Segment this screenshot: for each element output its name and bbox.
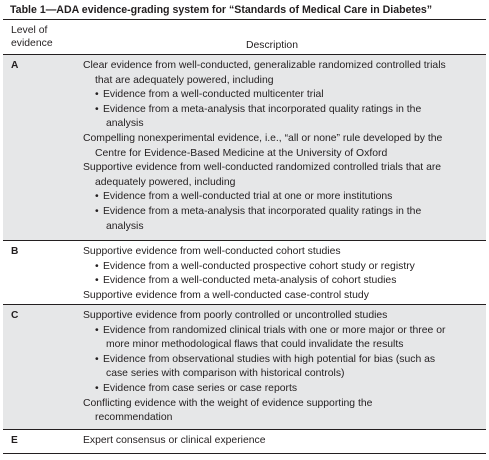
table-header-row <box>3 20 486 55</box>
grade-a-bullet-1-text: Evidence from a well-conducted multicenter trial <box>103 89 324 101</box>
grade-b-bullet-1-text: Evidence from a well-conducted prospective cohort study or registry <box>103 260 415 272</box>
grade-a-description <box>83 59 481 234</box>
grade-a-line-8: Supportive evidence from well-conducted randomized controlled trials that are <box>83 162 442 174</box>
grade-a-line-9: adequately powered, including <box>95 176 236 188</box>
grade-c-row <box>3 305 486 430</box>
grade-a-line-2: that are adequately powered, including <box>95 74 274 86</box>
grade-c-bullet-1 <box>83 324 481 339</box>
grade-e-level: E <box>11 435 18 446</box>
grade-a-row <box>3 55 486 241</box>
level-header-line-1: Level of <box>11 25 48 36</box>
grade-b-level: B <box>11 246 19 257</box>
grade-e-line-1: Expert consensus or clinical experience <box>83 435 266 446</box>
grade-a-level: A <box>11 60 19 71</box>
grade-c-line-8: recommendation <box>95 412 173 424</box>
description-column-header: Description <box>246 40 298 51</box>
table-title: Table 1—ADA evidence-grading system for “Standards of Medical Care in Diabetes” <box>3 0 486 20</box>
grade-a-bullet-4 <box>83 205 481 220</box>
grade-a-line-6: Compelling nonexperimental evidence, i.e., “all or none” rule developed by the <box>83 132 443 144</box>
grade-e-row <box>3 430 486 454</box>
grade-a-bullet-4-cont: analysis <box>106 220 144 232</box>
grade-c-level: C <box>11 310 19 321</box>
grade-c-bullet-3 <box>83 382 481 397</box>
grade-a-line-1: Clear evidence from well-conducted, generalizable randomized controlled trials <box>83 60 446 71</box>
grade-b-bullet-2 <box>83 274 481 289</box>
grade-a-line-7: Centre for Evidence-Based Medicine at the University of Oxford <box>95 147 388 159</box>
grade-b-row <box>3 241 486 305</box>
grade-c-description <box>83 309 481 426</box>
grade-a-bullet-3-text: Evidence from a well-conducted trial at one or more institutions <box>103 191 393 203</box>
grade-c-bullet-1-text: Evidence from randomized clinical trials with one or more major or three or <box>103 324 446 336</box>
grade-b-bullet-2-text: Evidence from a well-conducted meta-analysis of cohort studies <box>103 275 397 287</box>
grade-c-line-7: Conflicting evidence with the weight of evidence supporting the <box>83 397 373 409</box>
grade-b-bullet-1 <box>83 260 481 275</box>
grade-a-bullet-2 <box>83 103 481 118</box>
grade-a-bullet-2-cont: analysis <box>106 118 144 130</box>
grade-b-line-4: Supportive evidence from a well-conducted case-control study <box>83 289 369 301</box>
level-column-header <box>11 24 53 50</box>
level-header-line-2: evidence <box>11 38 53 49</box>
grade-c-bullet-3-text: Evidence from case series or case reports <box>103 382 298 394</box>
grade-a-bullet-4-text: Evidence from a meta-analysis that incorporated quality ratings in the <box>103 205 422 217</box>
grade-a-bullet-2-text: Evidence from a meta-analysis that incorporated quality ratings in the <box>103 103 422 115</box>
grade-c-bullet-1-cont: more minor methodological flaws that could invalidate the results <box>106 339 404 351</box>
grade-c-bullet-2-cont: case series with comparison with historical controls) <box>106 368 345 380</box>
grade-a-bullet-1 <box>83 88 481 103</box>
grade-c-bullet-2 <box>83 353 481 368</box>
grade-e-description <box>83 434 481 449</box>
grade-c-bullet-2-text: Evidence from observational studies with high potential for bias (such as <box>103 353 436 365</box>
grade-b-line-1: Supportive evidence from well-conducted cohort studies <box>83 246 341 257</box>
grade-b-description <box>83 245 481 303</box>
grade-a-bullet-3 <box>83 190 481 205</box>
grade-c-line-1: Supportive evidence from poorly controlled or uncontrolled studies <box>83 310 388 321</box>
